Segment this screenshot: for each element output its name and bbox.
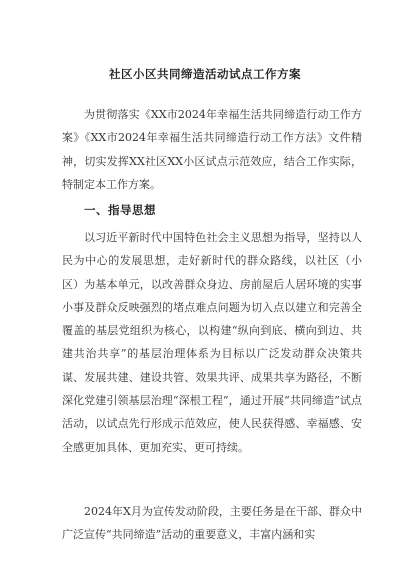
publicity-stage-paragraph: 2024年X月为宣传发动阶段，主要任务是在干部、群众中广泛宣传“共同缔造”活动的重要意义，丰富内涵和实	[62, 505, 362, 542]
guiding-ideology-paragraph: 以习近平新时代中国特色社会主义思想为指导，坚持以人民为中心的发展思想，走好新时代的群众路线，以社区（小区）为基本单元，以改善群众身边、房前屋后人居环境的实事小事及群众反映强烈的堵点难点问题为切入点以建立和完善全覆盖的基层党组织为核心，以构建“纵向到底、横向到边、共建共治共享”的基层治理体系为目标以广泛发动群众决策共谋、发展共建、建设共管、效果共评、成果共享为路径，不断深化党建引领基层治理“深根工程”，通过开展“共同缔造”试点活动，以试点先行形成示范效应，使人民获得感、幸福感、安全感更加具体、更加充实、更可持续。	[62, 231, 362, 454]
document-title: 社区小区共同缔造活动试点工作方案	[109, 67, 301, 81]
section-heading-guiding-ideology: 一、指导思想	[84, 203, 156, 217]
intro-paragraph: 为贯彻落实《XX市2024年幸福生活共同缔造行动工作方案》《XX市2024年幸福生活共同缔造行动工作方法》文件精神，切实发挥XX社区XX小区试点示范效应，结合工作实际，特制定本工作方案。	[62, 108, 362, 191]
